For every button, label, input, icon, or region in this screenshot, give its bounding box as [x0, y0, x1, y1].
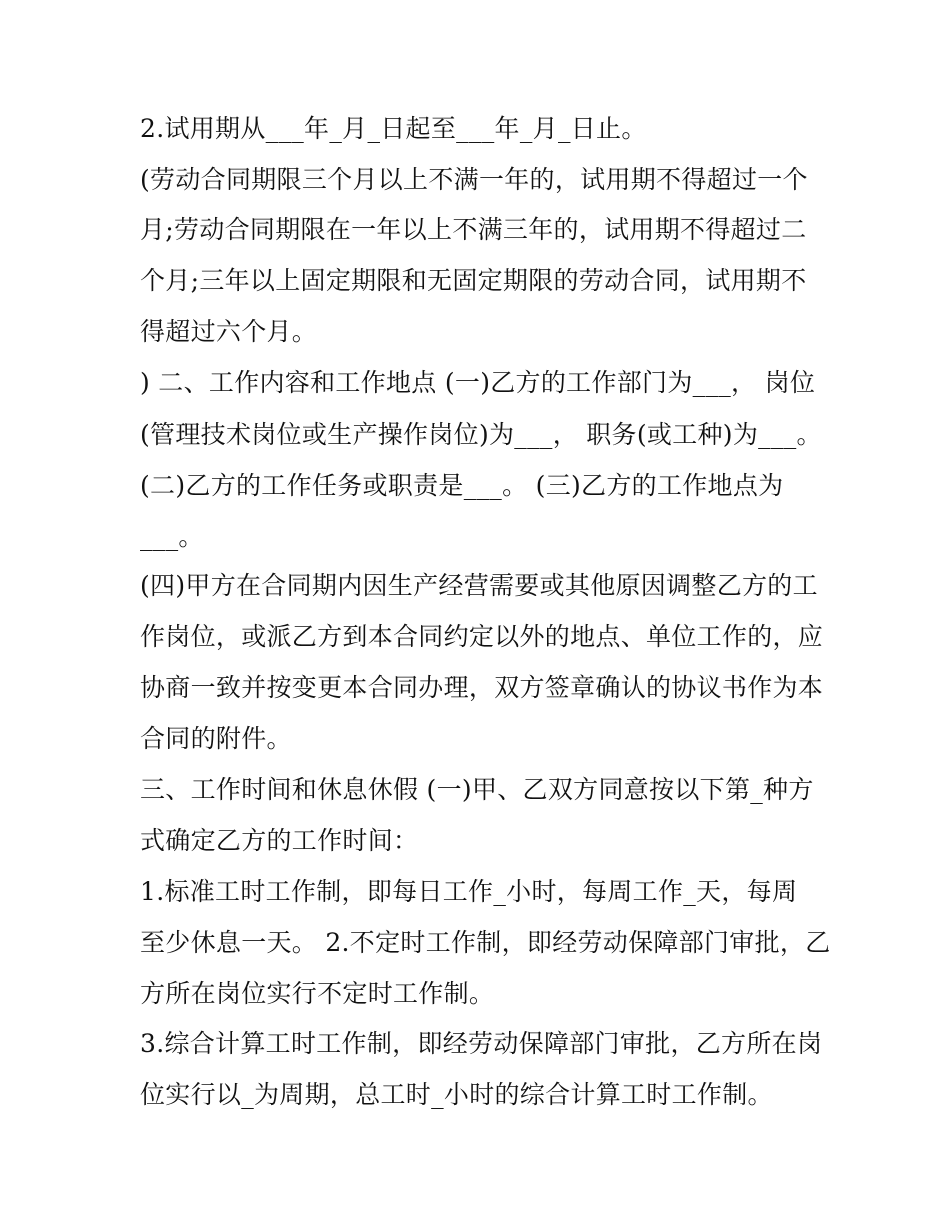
text-line: 得超过六个月。 [140, 317, 318, 346]
text-line: 3.综合计算工时工作制，即经劳动保障部门审批，乙方所在岗 [140, 1029, 823, 1058]
text-line: 式确定乙方的工作时间： [140, 826, 419, 855]
text-line: 方所在岗位实行不定时工作制。 [140, 979, 495, 1008]
text-line: (四)甲方在合同期内因生产经营需要或其他原因调整乙方的工 [140, 571, 818, 600]
text-line: ___。 [140, 522, 204, 551]
text-line: 作岗位，或派乙方到本合同约定以外的地点、单位工作的，应 [140, 622, 824, 651]
text-line: 2.试用期从___年_月_日起至___年_月_日止。 [140, 114, 647, 143]
text-line: ) 二、工作内容和工作地点 (一)乙方的工作部门为___， 岗位 [140, 368, 816, 397]
text-line: 1.标准工时工作制，即每日工作_小时，每周工作_天，每周 [140, 877, 798, 906]
text-line: 月;劳动合同期限在一年以上不满三年的，试用期不得超过二 [140, 215, 807, 244]
text-line: 合同的附件。 [140, 724, 292, 753]
text-line: 位实行以_为周期，总工时_小时的综合计算工时工作制。 [140, 1080, 773, 1109]
text-line: 协商一致并按变更本合同办理，双方签章确认的协议书作为本 [140, 673, 824, 702]
text-line: 个月;三年以上固定期限和无固定期限的劳动合同，试用期不 [140, 266, 807, 295]
text-line: 至少休息一天。 2.不定时工作制，即经劳动保障部门审批，乙 [140, 928, 831, 957]
text-line: (劳动合同期限三个月以上不满一年的，试用期不得超过一个 [140, 165, 808, 194]
text-line: 三、工作时间和休息休假 (一)甲、乙双方同意按以下第_种方 [140, 775, 814, 804]
text-line: (二)乙方的工作任务或职责是___。 (三)乙方的工作地点为 [140, 471, 784, 500]
text-line: (管理技术岗位或生产操作岗位)为___， 职务(或工种)为___。 [140, 420, 822, 449]
